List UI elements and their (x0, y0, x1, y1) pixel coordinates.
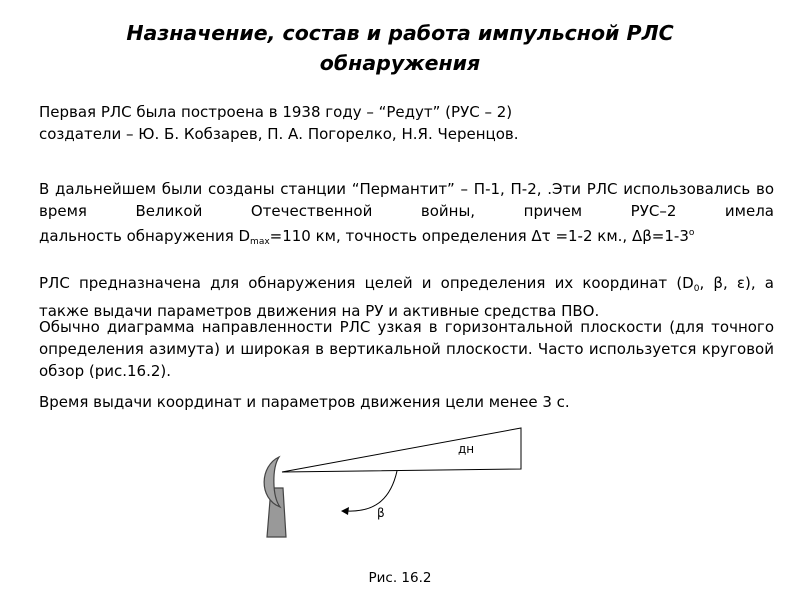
radar-figure (250, 420, 540, 545)
azimuth-arrowhead (341, 507, 349, 515)
beam-label: дн (458, 442, 475, 456)
azimuth-arc (347, 471, 397, 511)
range-subscript: max (250, 237, 270, 247)
time-paragraph: Время выдачи координат и параметров движения цели менее 3 с. (39, 393, 570, 411)
beam-pattern (282, 428, 521, 472)
later-stations-text: В дальнейшем были созданы станции “Пермантит” – П-1, П-2, .Эти РЛС использовались во время Великой Отечественной войны, причем РУС–2 имела (39, 180, 774, 220)
purpose-paragraph (39, 272, 774, 322)
range-accuracy-line (39, 222, 774, 253)
purpose-prefix: РЛС предназначена для обнаружения целей и определения их координат (D (39, 274, 694, 292)
pattern-paragraph: Обычно диаграмма направленности РЛС узкая в горизонтальной плоскости (для точного определения азимута) и широкая в вертикальной плоскости. Часто используется круговой обзор (рис.16.2). (39, 318, 774, 380)
purpose-suffix: , β, ε), а также выдачи параметров движения на РУ и активные средства ПВО. (39, 274, 774, 320)
history-line-2: создатели – Ю. Б. Кобзарев, П. А. Погорелко, Н.Я. Черенцов. (39, 125, 519, 143)
history-paragraph (39, 101, 774, 145)
later-stations-paragraph (39, 178, 774, 253)
page-title (80, 18, 720, 78)
title-line-2: обнаружения (319, 51, 481, 75)
figure-caption: Рис. 16.2 (368, 570, 432, 586)
history-line-1: Первая РЛС была построена в 1938 году – “Редут” (РУС – 2) (39, 103, 513, 121)
degree-superscript: o (688, 228, 695, 238)
range-prefix: дальность обнаружения D (39, 227, 251, 245)
title-line-1: Назначение, состав и работа импульсной РЛС (126, 21, 674, 45)
range-suffix: =110 км, точность определения Δτ =1-2 км., Δβ=1-3 (269, 227, 689, 245)
purpose-subscript: 0 (693, 284, 700, 294)
angle-label: β (377, 506, 385, 520)
